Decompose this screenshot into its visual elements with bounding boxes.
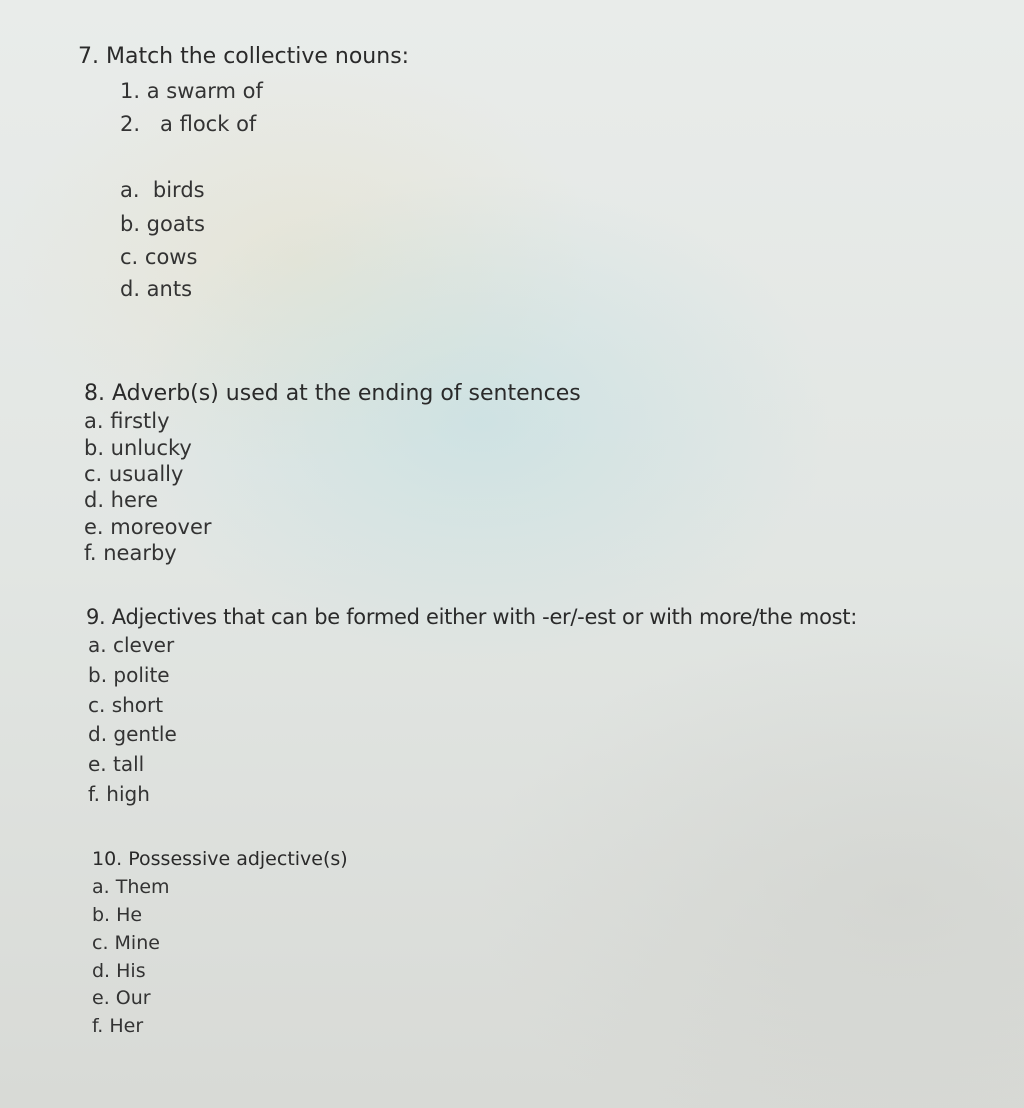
option-item: b. He [92,904,143,926]
option-item: f. high [88,782,150,806]
option-item: e. Our [92,987,151,1009]
option-item: a. clever [88,633,175,657]
option-item: c. short [88,693,164,717]
option-item: c. usually [84,462,184,486]
prompt-item: 2. a flock of [120,112,257,136]
option-item: f. Her [92,1015,144,1037]
option-item: c. cows [120,245,198,269]
option-item: b. unlucky [84,436,192,460]
prompt-item: 1. a swarm of [120,79,263,103]
option-item: b. polite [88,663,170,687]
option-item: c. Mine [92,932,160,954]
option-item: a. birds [120,178,205,202]
option-item: a. Them [92,876,170,898]
question-title: 8. Adverb(s) used at the ending of sentences [84,381,581,406]
option-item: d. His [92,960,146,982]
question-title: 9. Adjectives that can be formed either with -er/-est or with more/the most: [86,605,857,629]
option-item: b. goats [120,212,205,236]
question-title: 10. Possessive adjective(s) [92,848,348,870]
option-item: e. tall [88,752,145,776]
option-item: d. ants [120,277,193,301]
question-title: 7. Match the collective nouns: [78,44,410,69]
option-item: d. here [84,488,159,512]
option-item: e. moreover [84,515,212,539]
option-item: f. nearby [84,541,177,565]
option-item: a. firstly [84,409,170,433]
option-item: d. gentle [88,722,177,746]
